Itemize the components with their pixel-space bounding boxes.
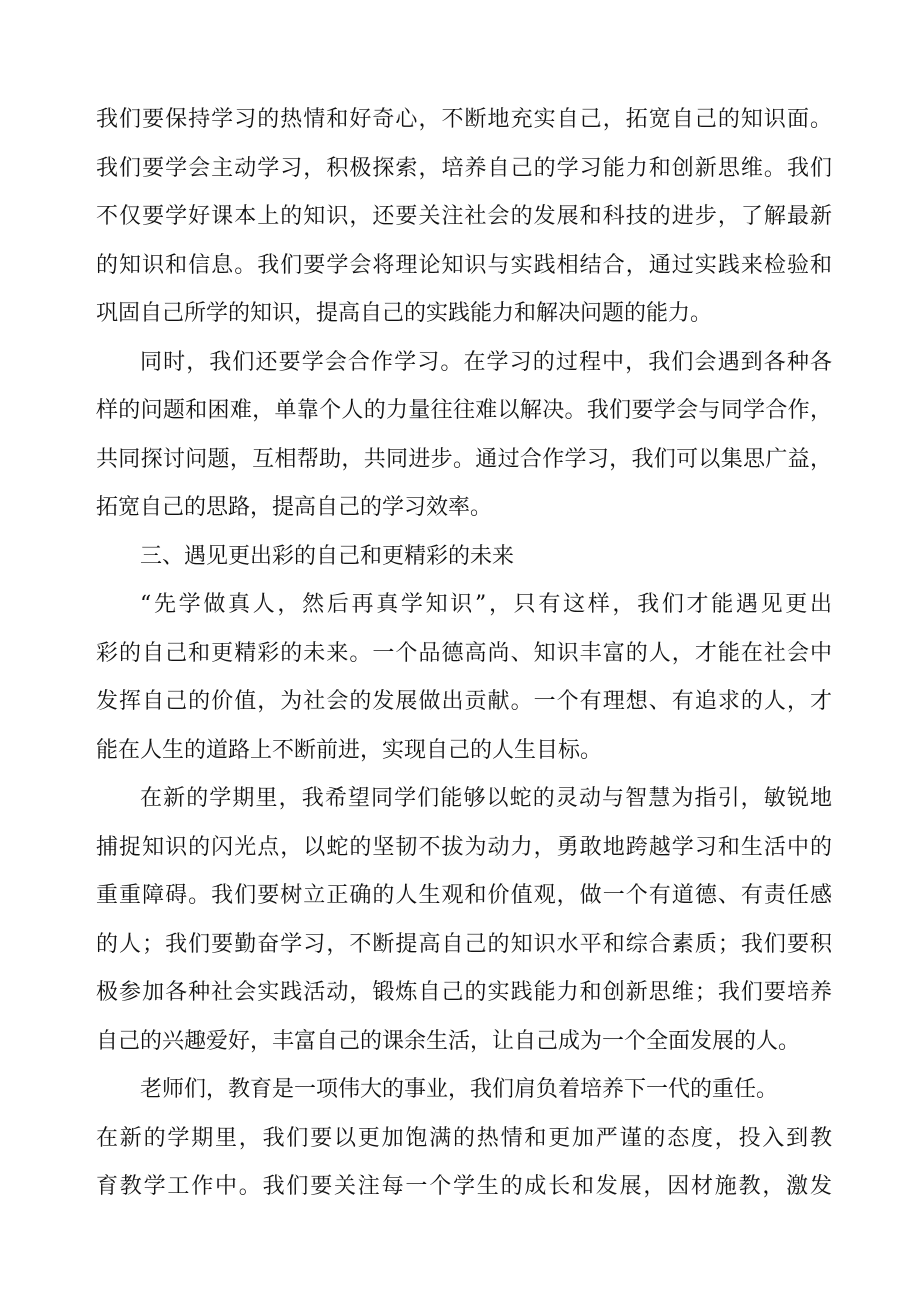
text-line: 样的问题和困难，单靠个人的力量往往难以解决。我们要学会与同学合作， [96, 398, 832, 423]
paragraph-cooperative-learning [96, 339, 832, 533]
text-line: 彩的自己和更精彩的未来。一个品德高尚、知识丰富的人，才能在社会中 [96, 640, 832, 666]
text-line: 共同探讨问题，互相帮助，共同进步。通过合作学习，我们可以集思广益， [96, 446, 832, 472]
text-line: “先学做真人，然后再真学知识”，只有这样，我们才能遇见更出 [140, 592, 832, 617]
text-line: 我们要保持学习的热情和好奇心，不断地充实自己，拓宽自己的知识面。 [96, 107, 832, 132]
section-heading: 三、遇见更出彩的自己和更精彩的未来 [140, 543, 515, 569]
text-line: 极参加各种社会实践活动，锻炼自己的实践能力和创新思维；我们要培养 [96, 980, 832, 1005]
paragraph-new-semester-hopes [96, 775, 832, 1066]
text-line: 发挥自己的价值，为社会的发展做出贡献。一个有理想、有追求的人，才 [96, 689, 832, 714]
document-page [96, 96, 832, 1212]
paragraph-teachers [96, 1066, 832, 1212]
text-line: 的知识和信息。我们要学会将理论知识与实践相结合，通过实践来检验和 [96, 252, 832, 278]
paragraph-meet-better-self [96, 581, 832, 775]
text-line: 重重障碍。我们要树立正确的人生观和价值观，做一个有道德、有责任感 [96, 883, 832, 908]
text-line: 育教学工作中。我们要关注每一个学生的成长和发展，因材施教，激发 [96, 1174, 832, 1199]
text-line: 我们要学会主动学习，积极探索，培养自己的学习能力和创新思维。我们 [96, 155, 832, 181]
text-line: 同时，我们还要学会合作学习。在学习的过程中，我们会遇到各种各 [140, 349, 832, 375]
text-line: 不仅要学好课本上的知识，还要关注社会的发展和科技的进步，了解最新 [96, 204, 832, 229]
text-line: 拓宽自己的思路，提高自己的学习效率。 [96, 495, 493, 520]
text-line: 老师们，教育是一项伟大的事业，我们肩负着培养下一代的重任。 [140, 1077, 779, 1102]
text-line: 捕捉知识的闪光点，以蛇的坚韧不拔为动力，勇敢地跨越学习和生活中的 [96, 834, 832, 860]
text-line: 巩固自己所学的知识，提高自己的实践能力和解决问题的能力。 [96, 301, 713, 326]
text-line: 在新的学期里，我们要以更加饱满的热情和更加严谨的态度，投入到教 [96, 1125, 832, 1151]
text-line: 的人；我们要勤奋学习，不断提高自己的知识水平和综合素质；我们要积 [96, 931, 832, 957]
text-line: 自己的兴趣爱好，丰富自己的课余生活，让自己成为一个全面发展的人。 [96, 1028, 801, 1054]
text-line: 能在人生的道路上不断前进，实现自己的人生目标。 [96, 737, 603, 763]
paragraph-continued-learning [96, 96, 832, 339]
text-line: 在新的学期里，我希望同学们能够以蛇的灵动与智慧为指引，敏锐地 [140, 786, 832, 811]
